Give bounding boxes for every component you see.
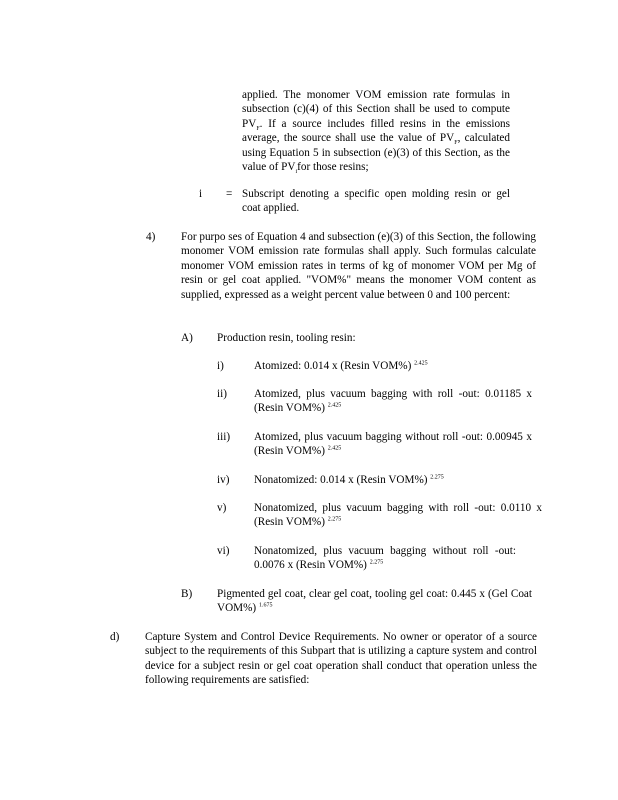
formula-text [254, 359, 536, 373]
formula-body: Atomized, plus vacuum bagging without roll -out: 0.00945 x (Resin VOM%) [254, 431, 532, 458]
formula-text [254, 501, 542, 530]
continuation-text-c: , calculated using Equation 5 in subsection (e)(3) of this Section, as the value of PV [242, 132, 510, 174]
item-d-label: d) [110, 631, 120, 643]
item-b-text [217, 587, 532, 616]
formula-exponent: 2.275 [327, 516, 342, 523]
formula-exponent: 2.275 [430, 474, 444, 481]
formula-text [254, 473, 536, 487]
formula-label: i) [217, 360, 224, 372]
continuation-text-a: applied. The monomer VOM emission rate formulas in subsection (c)(4) of this Section shall be used to compute PV [242, 89, 510, 130]
formula-label: iv) [217, 474, 230, 486]
subscript-f: F [454, 140, 458, 147]
item-d-text: Capture System and Control Device Requirements. No owner or operator of a source subject to the requirements of this Subpart that is utilizing a capture system and control device for a subject resin or gel coat operation shall conduct that operation unless the following requirements are satisfied: [145, 631, 537, 687]
formula-text [254, 387, 532, 416]
formula-exponent: 2.275 [369, 559, 384, 566]
formula-exponent: 2.425 [414, 360, 428, 367]
item-4-text: For purpo ses of Equation 4 and subsection (e)(3) of this Section, the following monomer VOM emission rate formulas shall apply. Such formulas calculate monomer VOM emission rates in terms of kg of monomer VOM per Mg of resin or gel coat applied. "VOM%" means the monomer VOM content as supplied, expressed as a weight percent value between 0 and 100 percent: [181, 231, 536, 301]
item-b-label: B) [181, 588, 193, 600]
definition-equals: = [226, 188, 233, 200]
formula-body: Atomized, plus vacuum bagging with roll -out: 0.01185 x (Resin VOM%) [254, 388, 532, 415]
formula-label: ii) [217, 388, 227, 400]
formula-body: Nonatomized, plus vacuum bagging with roll -out: 0.0110 x (Resin VOM%) [254, 502, 542, 529]
definition-symbol: i [199, 188, 203, 200]
formula-text [254, 430, 532, 459]
item-a-label: A) [181, 332, 193, 344]
formula-label: vi) [217, 545, 230, 557]
formula-label: v) [217, 502, 227, 514]
subscript-i: i [295, 169, 298, 176]
formula-text [254, 544, 516, 573]
formula-body: Nonatomized, plus vacuum bagging without roll -out: 0.0076 x (Resin VOM%) [254, 545, 516, 572]
formula-body: Nonatomized: 0.014 x (Resin VOM%) [254, 474, 428, 486]
item-4-label: 4) [146, 231, 156, 243]
continuation-text-b: . If a source includes filled resins in the emissions average, the source shall use the value of PV [242, 117, 510, 145]
item-b-exponent: 1.675 [258, 602, 273, 609]
continuation-paragraph [242, 88, 510, 174]
formula-exponent: 2.425 [327, 402, 342, 409]
formula-exponent: 2.425 [327, 445, 342, 452]
continuation-text-d: for those resins; [297, 161, 369, 174]
item-a-text: Production resin, tooling resin: [217, 332, 356, 344]
subscript-f: F [256, 126, 260, 133]
formula-label: iii) [217, 431, 231, 443]
definition-text: Subscript denoting a specific open molding resin or gel coat applied. [242, 188, 510, 215]
formula-body: Atomized: 0.014 x (Resin VOM%) [254, 360, 412, 372]
item-b-body: Pigmented gel coat, clear gel coat, tooling gel coat: 0.445 x (Gel Coat VOM%) [217, 588, 532, 615]
